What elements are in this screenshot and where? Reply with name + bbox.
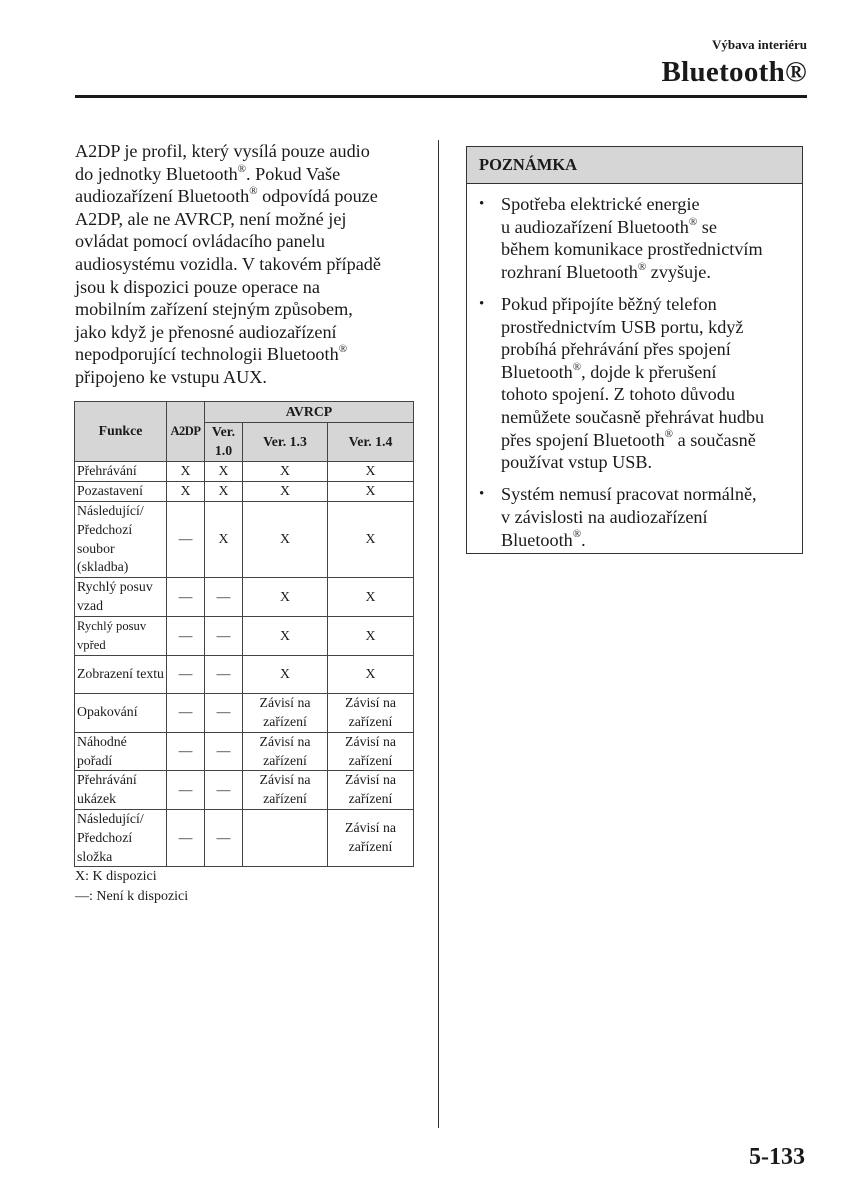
bullet-icon: • — [479, 196, 485, 212]
table-row: Následující/ Předchozí složka — — Závisí na zařízení — [75, 809, 414, 866]
header-ver14: Ver. 1.4 — [328, 423, 414, 462]
header-feature: Funkce — [75, 402, 167, 462]
table-row: Přehrávání X X X X — [75, 462, 414, 482]
header-ver13: Ver. 1.3 — [243, 423, 328, 462]
table-row: Opakování — — Závisí na zařízení Závisí na zařízení — [75, 693, 414, 732]
note-list — [479, 193, 797, 561]
column-divider — [438, 140, 439, 1128]
legend-unavailable: —: Není k dispozici — [75, 889, 189, 904]
feature-table — [74, 401, 414, 867]
table-row: Náhodné pořadí — — Závisí na zařízení Závisí na zařízení — [75, 732, 414, 771]
note-heading: POZNÁMKA — [467, 147, 802, 184]
header-a2dp: A2DP — [167, 402, 205, 462]
section-label: Výbava interiéru — [712, 37, 807, 52]
title-rule — [75, 95, 807, 98]
list-item: • Pokud připojíte běžný telefon prostřednictvím USB portu, když probíhá přehrávání přes spojení Bluetooth®, dojde k přerušení tohoto spojení. Z tohoto důvodu nemůžete současně přehrávat hudbu přes spojení Bluetooth® a současně používat vstup USB. — [479, 293, 765, 473]
page-number: 5-133 — [749, 1144, 805, 1170]
table-legend — [75, 867, 188, 907]
header-avrcp: AVRCP — [205, 402, 414, 423]
bullet-icon: • — [479, 295, 485, 312]
note-box — [466, 146, 803, 554]
table-row: Pozastavení X X X X — [75, 482, 414, 502]
table-row: Rychlý posuv vpřed — — X X — [75, 617, 414, 656]
table-row: Následující/ Předchozí soubor (skladba) — X X X — [75, 502, 414, 578]
table-row: Rychlý posuv vzad — — X X — [75, 578, 414, 617]
legend-available: X: K dispozici — [75, 869, 157, 884]
table-row: Přehrávání ukázek — — Závisí na zařízení Závisí na zařízení — [75, 771, 414, 810]
header-ver10: Ver. 1.0 — [205, 423, 243, 462]
list-item: • Systém nemusí pracovat normálně, v závislosti na audiozařízení Bluetooth®. — [479, 484, 757, 550]
list-item: • Spotřeba elektrické energie u audiozařízení Bluetooth® se během komunikace prostřednictvím rozhraní Bluetooth® zvyšuje. — [479, 194, 763, 282]
intro-paragraph: A2DP je profil, který vysílá pouze audio do jednotky Bluetooth®. Pokud Vaše audiozařízení Bluetooth® odpovídá pouze A2DP, ale ne AVRCP, není možné jej ovládat pomocí ovládacího panelu audiosystému vozidla. V takovém případě jsou k dispozici pouze operace na mobilním zařízení stejným způsobem, jako když je přenosné audiozařízení nepodporující technologii Bluetooth® připojeno ke vstupu AUX. — [75, 141, 381, 387]
page-title: Bluetooth® — [661, 56, 807, 88]
table-row: Zobrazení textu — — X X — [75, 655, 414, 693]
bullet-icon: • — [479, 486, 485, 503]
